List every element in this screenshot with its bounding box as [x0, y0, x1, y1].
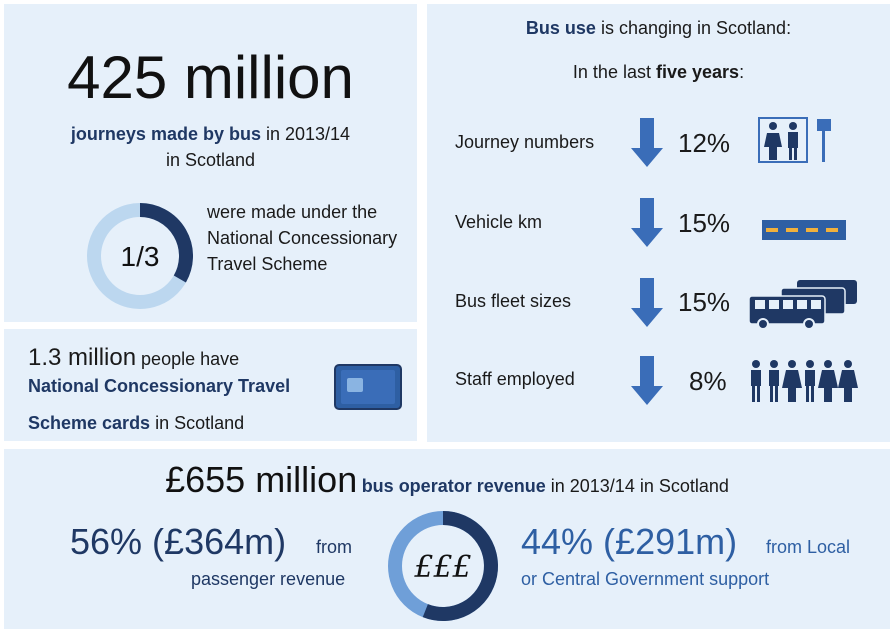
passenger-share-big: 56% (£364m): [70, 521, 287, 562]
row-value-staff-employed: 8%: [689, 366, 727, 396]
road-icon: [762, 220, 846, 240]
journeys-caption-bold: journeys made by bus: [70, 124, 261, 144]
subheading-bold: five years: [655, 62, 740, 82]
government-share-from: from Local: [766, 537, 851, 557]
cards-bold2: Scheme cards: [28, 413, 151, 433]
row-label-vehicle-km: Vehicle km: [455, 212, 543, 232]
journeys-caption-rest: in 2013/14: [260, 124, 351, 144]
row-label-bus-fleet-sizes: Bus fleet sizes: [455, 291, 572, 311]
passenger-share-source: passenger revenue: [191, 569, 346, 589]
donut-fraction-label: 1/3: [120, 241, 160, 272]
row-value-journey-numbers: 12%: [678, 128, 731, 158]
revenue-headline: [4, 459, 890, 501]
cards-big-number: 1.3 million: [28, 344, 137, 371]
cards-line3: [28, 413, 244, 434]
bus-use-subheading: [427, 62, 890, 83]
government-share-source: or Central Government support: [521, 569, 770, 589]
row-label-staff-employed: Staff employed: [455, 369, 575, 389]
subheading-pre: In the last: [572, 62, 656, 82]
row-value-vehicle-km: 15%: [678, 208, 731, 238]
revenue-big-number: £655 million: [165, 459, 358, 500]
subheading-post: :: [739, 62, 745, 82]
cards-panel: [4, 329, 417, 441]
staff-people-icon: [748, 358, 860, 406]
revenue-split-donut: [382, 505, 504, 627]
revenue-caption: [362, 476, 729, 496]
cards-rest: people have: [136, 349, 240, 369]
row-label-journey-numbers: Journey numbers: [455, 132, 595, 152]
down-arrow-icon: [630, 356, 664, 406]
government-share-big: 44% (£291m): [521, 521, 738, 562]
bus-use-panel: [427, 4, 890, 442]
journeys-panel: [4, 4, 417, 322]
down-arrow-icon: [630, 198, 664, 248]
bus-use-heading-rest: is changing in Scotland:: [595, 18, 792, 38]
journeys-big-number: 425 million: [67, 44, 354, 111]
journeys-caption-line2: in Scotland: [165, 150, 256, 170]
bus-fleet-icon: [747, 278, 859, 330]
down-arrow-icon: [630, 118, 664, 168]
journeys-caption-line1: [4, 124, 417, 145]
cards-line2: National Concessionary Travel: [28, 376, 291, 396]
cards-rest2: in Scotland: [150, 413, 245, 433]
passenger-share-from: from: [316, 537, 352, 557]
bus-use-heading-bold: Bus use: [525, 18, 596, 38]
revenue-panel: [4, 449, 890, 629]
row-value-bus-fleet-sizes: 15%: [678, 287, 731, 317]
revenue-caption-rest: in 2013/14 in Scotland: [545, 476, 729, 496]
cards-line1: [28, 344, 239, 372]
pound-signs-label: £££: [414, 550, 472, 585]
concession-text: were made under the National Concessionary Travel Scheme: [207, 202, 398, 274]
concession-share-donut: [80, 196, 200, 316]
down-arrow-icon: [630, 278, 664, 328]
people-at-bus-stop-icon: [757, 116, 837, 164]
smart-card-icon: [334, 364, 402, 410]
revenue-caption-bold: bus operator revenue: [361, 476, 546, 496]
bus-use-heading: [427, 18, 890, 39]
